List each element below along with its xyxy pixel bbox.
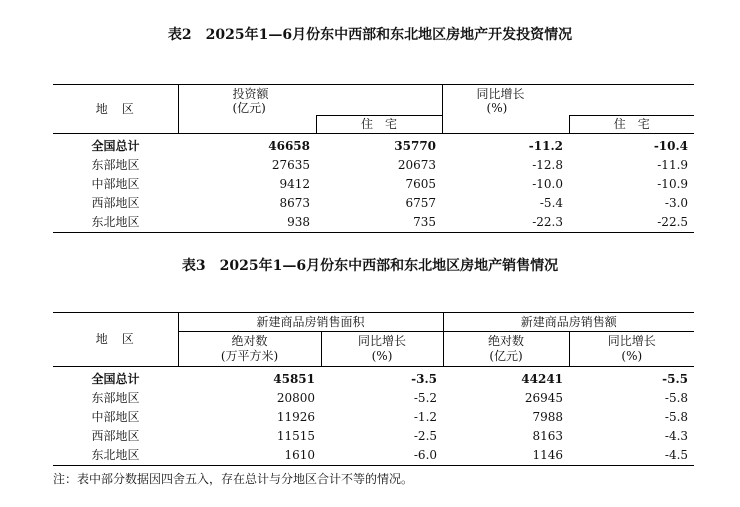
area-abs-header: 绝对数 (万平方米) <box>178 332 321 367</box>
table-row: 中部地区 11926 -1.2 7988 -5.8 <box>91 410 689 424</box>
area-yoy-header: 同比增长 (%) <box>321 332 443 367</box>
table-row: 西部地区 8673 6757 -5.4 -3.0 <box>91 196 689 210</box>
table-row: 东部地区 20800 -5.2 26945 -5.8 <box>91 391 689 405</box>
table3-title: 表3 2025年1—6月份东中西部和东北地区房地产销售情况 <box>181 258 559 274</box>
sales-abs-header: 绝对数 (亿元) <box>443 332 569 367</box>
table-row: 中部地区 9412 7605 -10.0 -10.9 <box>91 177 689 191</box>
table-row: 西部地区 11515 -2.5 8163 -4.3 <box>91 429 689 443</box>
table-row: 东北地区 938 735 -22.3 -22.5 <box>53 213 694 233</box>
table-row: 东北地区 1610 -6.0 1146 -4.5 <box>53 446 694 466</box>
sales-yoy-header: 同比增长 (%) <box>569 332 694 367</box>
footnote: 注：表中部分数据因四舍五入，存在总计与分地区合计不等的情况。 <box>53 472 414 486</box>
table-row: 全国总计 46658 35770 -11.2 -10.4 <box>91 139 689 153</box>
region-header: 地 区 <box>53 85 178 134</box>
yoy-residential-header: 住 宅 <box>569 116 694 134</box>
yoy-header: 同比增长 (%) <box>442 85 694 116</box>
sales-table <box>53 312 694 466</box>
investment-table <box>53 84 694 233</box>
table2-title: 表2 2025年1—6月份东中西部和东北地区房地产开发投资情况 <box>167 27 573 43</box>
investment-header: 投资额 (亿元) <box>178 85 442 116</box>
region-header: 地 区 <box>53 313 178 367</box>
table-row: 东部地区 27635 20673 -12.8 -11.9 <box>91 158 689 172</box>
sales-amount-header: 新建商品房销售额 <box>443 313 694 332</box>
residential-header: 住 宅 <box>316 116 442 134</box>
sales-area-header: 新建商品房销售面积 <box>178 313 443 332</box>
table-row: 全国总计 45851 -3.5 44241 -5.5 <box>91 372 689 386</box>
